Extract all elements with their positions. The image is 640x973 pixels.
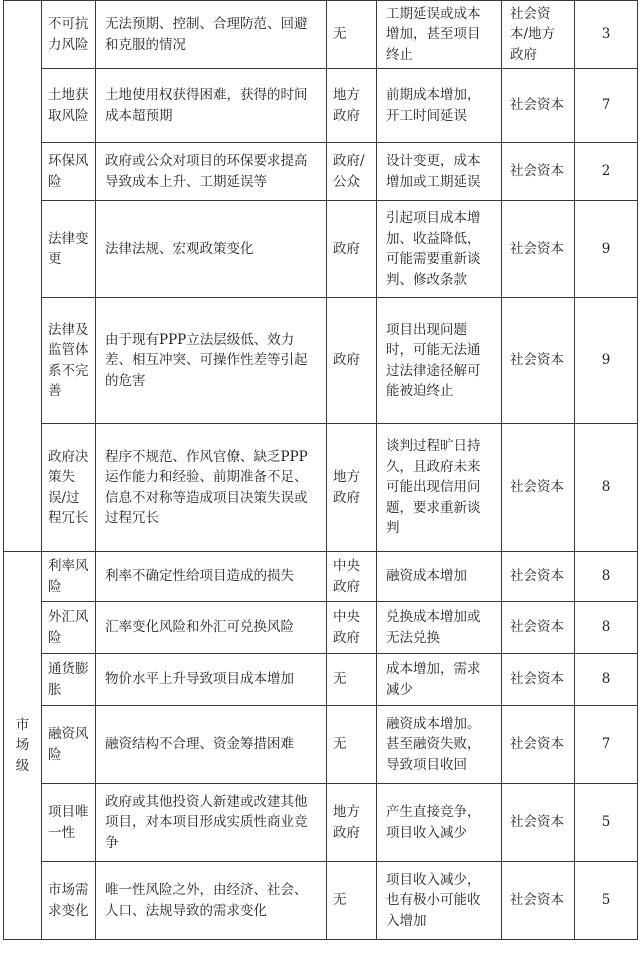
risk-bearer-cell: 无 [327, 654, 377, 706]
risk-bearer-cell: 无 [327, 1, 377, 69]
table-row [4, 298, 638, 424]
risk-consequence-cell: 产生直接竞争，项目收入减少 [377, 784, 502, 862]
risk-bearer-cell: 地方政府 [327, 784, 377, 862]
risk-undertaker-cell: 社会资本 [502, 298, 575, 424]
risk-bearer-cell: 地方政府 [327, 69, 377, 143]
risk-name-cell: 土地获取风险 [42, 69, 96, 143]
risk-bearer-cell: 政府/公众 [327, 143, 377, 201]
risk-consequence-cell: 引起项目成本增加、收益降低，可能需要重新谈判、修改条款 [377, 201, 502, 298]
risk-undertaker-cell: 社会资本 [502, 143, 575, 201]
table-row [4, 706, 638, 784]
risk-description-cell: 土地使用权获得困难，获得的时间成本超预期 [96, 69, 327, 143]
risk-bearer-cell: 地方政府 [327, 424, 377, 552]
risk-undertaker-cell: 社会资本 [502, 784, 575, 862]
risk-bearer-cell: 政府 [327, 201, 377, 298]
table-row [4, 552, 638, 602]
risk-description-cell: 无法预期、控制、合理防范、回避和克服的情况 [96, 1, 327, 69]
risk-score-cell: 8 [575, 654, 638, 706]
risk-description-cell: 政府或公众对项目的环保要求提高导致成本上升、工期延误等 [96, 143, 327, 201]
risk-score-cell: 7 [575, 69, 638, 143]
risk-name-cell: 市场需求变化 [42, 862, 96, 940]
risk-name-cell: 融资风险 [42, 706, 96, 784]
risk-bearer-cell: 中央政府 [327, 602, 377, 654]
risk-name-cell: 法律变更 [42, 201, 96, 298]
risk-description-cell: 融资结构不合理、资金筹措困难 [96, 706, 327, 784]
table-row [4, 1, 638, 69]
risk-undertaker-cell: 社会资本 [502, 552, 575, 602]
risk-undertaker-cell: 社会资本 [502, 201, 575, 298]
risk-score-cell: 7 [575, 706, 638, 784]
risk-score-cell: 8 [575, 602, 638, 654]
risk-consequence-cell: 融资成本增加。甚至融资失败，导致项目收回 [377, 706, 502, 784]
risk-bearer-cell: 政府 [327, 298, 377, 424]
risk-score-cell: 8 [575, 552, 638, 602]
risk-score-cell: 8 [575, 424, 638, 552]
risk-score-cell: 9 [575, 201, 638, 298]
risk-name-cell: 项目唯一性 [42, 784, 96, 862]
risk-name-cell: 通货膨胀 [42, 654, 96, 706]
risk-consequence-cell: 兑换成本增加或无法兑换 [377, 602, 502, 654]
risk-consequence-cell: 设计变更，成本增加或工期延误 [377, 143, 502, 201]
risk-consequence-cell: 成本增加，需求减少 [377, 654, 502, 706]
risk-name-cell: 环保风险 [42, 143, 96, 201]
table-row [4, 602, 638, 654]
risk-description-cell: 利率不确定性给项目造成的损失 [96, 552, 327, 602]
risk-consequence-cell: 前期成本增加，开工时间延误 [377, 69, 502, 143]
risk-undertaker-cell: 社会资本 [502, 862, 575, 940]
risk-description-cell: 程序不规范、作风官僚、缺乏PPP运作能力和经验、前期准备不足、信息不对称等造成项目决策失误或过程冗长 [96, 424, 327, 552]
risk-score-cell: 2 [575, 143, 638, 201]
table-row [4, 862, 638, 940]
risk-consequence-cell: 项目收入减少，也有极小可能收入增加 [377, 862, 502, 940]
risk-score-cell: 3 [575, 1, 638, 69]
table-row [4, 69, 638, 143]
risk-description-cell: 汇率变化风险和外汇可兑换风险 [96, 602, 327, 654]
risk-description-cell: 法律法规、宏观政策变化 [96, 201, 327, 298]
risk-undertaker-cell: 社会资本/地方政府 [502, 1, 575, 69]
category-cell [4, 1, 42, 552]
table-row [4, 424, 638, 552]
risk-table [3, 0, 638, 940]
table-row [4, 201, 638, 298]
risk-bearer-cell: 中央政府 [327, 552, 377, 602]
risk-description-cell: 唯一性风险之外，由经济、社会、人口、法规导致的需求变化 [96, 862, 327, 940]
risk-description-cell: 政府或其他投资人新建或改建其他项目，对本项目形成实质性商业竞争 [96, 784, 327, 862]
risk-score-cell: 9 [575, 298, 638, 424]
category-cell: 市场级 [4, 552, 42, 940]
risk-consequence-cell: 工期延误或成本增加，甚至项目终止 [377, 1, 502, 69]
risk-name-cell: 政府决策失误/过程冗长 [42, 424, 96, 552]
risk-bearer-cell: 无 [327, 862, 377, 940]
risk-undertaker-cell: 社会资本 [502, 654, 575, 706]
risk-name-cell: 不可抗力风险 [42, 1, 96, 69]
risk-name-cell: 利率风险 [42, 552, 96, 602]
risk-undertaker-cell: 社会资本 [502, 706, 575, 784]
risk-description-cell: 由于现有PPP立法层级低、效力差、相互冲突、可操作性差等引起的危害 [96, 298, 327, 424]
risk-undertaker-cell: 社会资本 [502, 602, 575, 654]
risk-consequence-cell: 谈判过程旷日持久，且政府未来可能出现信用问题，要求重新谈判 [377, 424, 502, 552]
risk-score-cell: 5 [575, 862, 638, 940]
risk-undertaker-cell: 社会资本 [502, 69, 575, 143]
risk-description-cell: 物价水平上升导致项目成本增加 [96, 654, 327, 706]
risk-bearer-cell: 无 [327, 706, 377, 784]
risk-name-cell: 法律及监管体系不完善 [42, 298, 96, 424]
risk-undertaker-cell: 社会资本 [502, 424, 575, 552]
risk-consequence-cell: 项目出现问题时，可能无法通过法律途径解可能被迫终止 [377, 298, 502, 424]
table-row [4, 784, 638, 862]
risk-score-cell: 5 [575, 784, 638, 862]
risk-name-cell: 外汇风险 [42, 602, 96, 654]
table-row [4, 654, 638, 706]
risk-consequence-cell: 融资成本增加 [377, 552, 502, 602]
table-row [4, 143, 638, 201]
